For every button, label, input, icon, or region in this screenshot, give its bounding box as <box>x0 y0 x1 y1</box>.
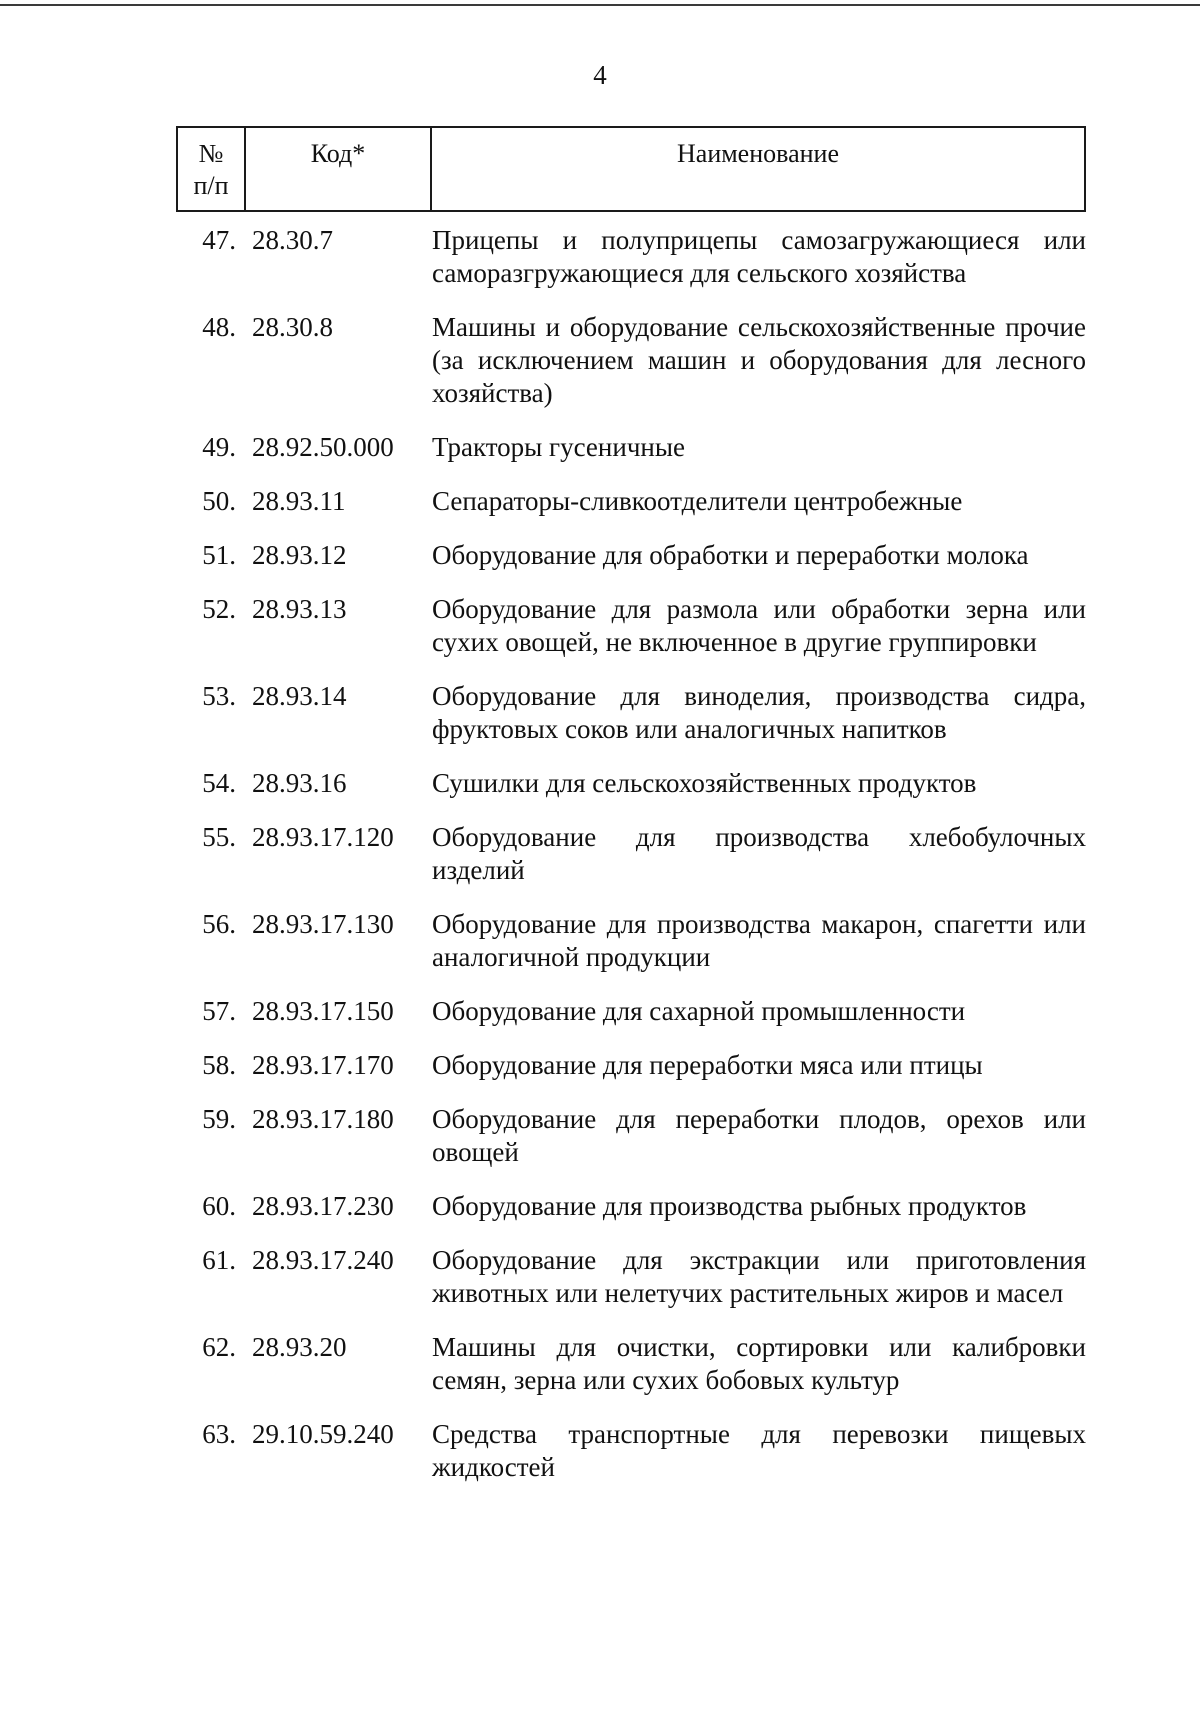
row-name: Оборудование для производства хлебобулочных изделий <box>432 822 1086 885</box>
row-number: 55. <box>202 822 236 852</box>
table-row <box>176 539 1086 572</box>
row-code: 28.93.20 <box>252 1332 347 1362</box>
row-code: 28.93.17.120 <box>252 822 394 852</box>
table-row <box>176 1103 1086 1169</box>
header-number-symbol: № <box>198 139 224 168</box>
row-name: Машины и оборудование сельскохозяйственные прочие (за исключением машин и оборудования для лесного хозяйства) <box>432 312 1086 408</box>
row-name: Оборудование для виноделия, производства сидра, фруктовых соков или аналогичных напитков <box>432 681 1086 744</box>
row-code: 28.93.13 <box>252 594 347 624</box>
row-number: 62. <box>202 1332 236 1362</box>
row-number: 60. <box>202 1191 236 1221</box>
row-code: 28.93.12 <box>252 540 347 570</box>
table-row <box>176 485 1086 518</box>
row-number: 57. <box>202 996 236 1026</box>
row-name: Тракторы гусеничные <box>432 432 685 462</box>
row-name: Прицепы и полуприцепы самозагружающиеся или саморазгружающиеся для сельского хозяйства <box>432 225 1086 288</box>
row-code: 28.93.17.150 <box>252 996 394 1026</box>
table-row <box>176 311 1086 410</box>
row-number: 54. <box>202 768 236 798</box>
row-number: 53. <box>202 681 236 711</box>
row-name: Оборудование для размола или обработки зерна или сухих овощей, не включенное в другие группировки <box>432 594 1086 657</box>
row-name: Оборудование для производства рыбных продуктов <box>432 1191 1027 1221</box>
row-name: Машины для очистки, сортировки или калибровки семян, зерна или сухих бобовых культур <box>432 1332 1086 1395</box>
row-name: Средства транспортные для перевозки пищевых жидкостей <box>432 1419 1086 1482</box>
table-row <box>176 593 1086 659</box>
row-code: 28.93.17.170 <box>252 1050 394 1080</box>
table-row <box>176 1049 1086 1082</box>
row-number: 56. <box>202 909 236 939</box>
table-row <box>176 767 1086 800</box>
row-name: Оборудование для переработки плодов, орехов или овощей <box>432 1104 1086 1167</box>
table-row <box>176 908 1086 974</box>
table-row <box>176 995 1086 1028</box>
row-code: 28.30.7 <box>252 225 333 255</box>
row-number: 52. <box>202 594 236 624</box>
row-code: 28.93.17.240 <box>252 1245 394 1275</box>
row-number: 49. <box>202 432 236 462</box>
page-number: 4 <box>593 60 607 90</box>
table-row <box>176 431 1086 464</box>
row-name: Оборудование для обработки и переработки молока <box>432 540 1029 570</box>
row-number: 58. <box>202 1050 236 1080</box>
row-code: 28.92.50.000 <box>252 432 394 462</box>
row-code: 28.93.11 <box>252 486 346 516</box>
row-code: 28.93.16 <box>252 768 347 798</box>
header-number-abbrev: п/п <box>193 171 229 200</box>
table-row <box>176 821 1086 887</box>
table-row <box>176 224 1086 290</box>
table-header <box>176 126 1086 212</box>
row-code: 28.93.17.130 <box>252 909 394 939</box>
row-number: 51. <box>202 540 236 570</box>
row-name: Сушилки для сельскохозяйственных продуктов <box>432 768 977 798</box>
row-name: Оборудование для производства макарон, спагетти или аналогичной продукции <box>432 909 1086 972</box>
row-number: 50. <box>202 486 236 516</box>
table-body <box>176 224 1086 1505</box>
row-number: 63. <box>202 1419 236 1449</box>
row-code: 28.93.17.230 <box>252 1191 394 1221</box>
row-number: 61. <box>202 1245 236 1275</box>
row-number: 59. <box>202 1104 236 1134</box>
table-row <box>176 1418 1086 1484</box>
table-row <box>176 1190 1086 1223</box>
row-number: 48. <box>202 312 236 342</box>
row-code: 28.93.14 <box>252 681 347 711</box>
row-name: Оборудование для переработки мяса или птицы <box>432 1050 983 1080</box>
row-code: 28.93.17.180 <box>252 1104 394 1134</box>
table-row <box>176 1244 1086 1310</box>
table-row <box>176 1331 1086 1397</box>
row-name: Оборудование для экстракции или приготовления животных или нелетучих растительных жиров и масел <box>432 1245 1086 1308</box>
table-row <box>176 680 1086 746</box>
header-number-column <box>178 128 246 210</box>
row-name: Оборудование для сахарной промышленности <box>432 996 966 1026</box>
row-code: 28.30.8 <box>252 312 333 342</box>
header-name-column: Наименование <box>677 139 839 168</box>
scan-top-edge <box>0 4 1200 6</box>
row-number: 47. <box>202 225 236 255</box>
row-code: 29.10.59.240 <box>252 1419 394 1449</box>
row-name: Сепараторы-сливкоотделители центробежные <box>432 486 963 516</box>
header-code-column: Код* <box>246 128 432 210</box>
